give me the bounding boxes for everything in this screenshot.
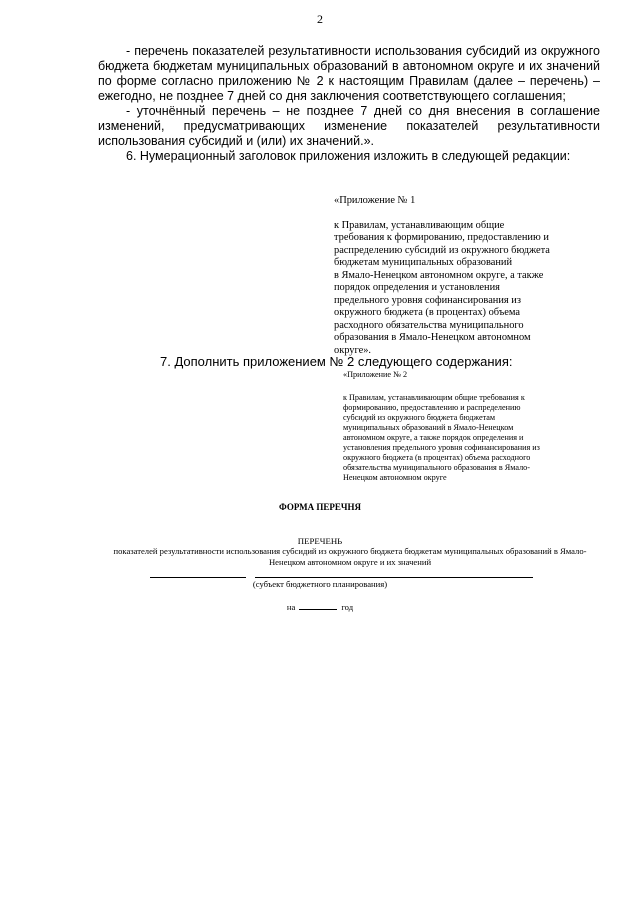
annex1-line: к Правилам, устанавливающим общие bbox=[334, 219, 505, 231]
annex1-line: в Ямало-Ненецком автономном округе, а также bbox=[334, 269, 544, 281]
annex1-line: распределению субсидий из окружного бюджета bbox=[334, 244, 550, 256]
annex1-line: предельного уровня софинансирования из bbox=[334, 294, 521, 306]
annex1-line: округе». bbox=[334, 344, 372, 356]
annex2-line: субсидий из окружного бюджета бюджетам bbox=[343, 413, 496, 422]
list-title: ПЕРЕЧЕНЬ bbox=[297, 536, 343, 546]
annex1-line: порядок определения и установления bbox=[334, 282, 500, 293]
paragraph-list-item: - перечень показателей результативности использования субсидий из окружного бюджета бюджетам муниципальных образований в автономном округе и их значений по форме согласно приложению № 2 к настоящим Правилам (далее – перечень) – ежегодно, не позднее 7 дней со дня заключения соответствующего соглашения; bbox=[98, 44, 600, 103]
body-text bbox=[98, 44, 600, 164]
annex2-line: к Правилам, устанавливающим общие требования к bbox=[343, 393, 525, 402]
year-line bbox=[0, 601, 640, 612]
annex1-line: бюджетам муниципальных образований bbox=[334, 257, 513, 268]
year-prefix: на bbox=[286, 602, 296, 612]
annex2-line: обязательства муниципального образования в Ямало- bbox=[343, 463, 530, 472]
year-suffix: год bbox=[341, 602, 354, 612]
annex2-line: формированию, предоставлению и распределению bbox=[343, 403, 521, 412]
annex2-line: установления предельного уровня софинансирования из bbox=[343, 443, 540, 452]
annex2-line: муниципальных образований в Ямало-Ненецком bbox=[343, 423, 514, 432]
paragraph-refined-list: - уточнённый перечень – не позднее 7 дней со дня внесения в соглашение изменений, предусматривающих изменение показателей результативности использования субсидий и (или) их значений.». bbox=[98, 104, 600, 148]
form-heading: ФОРМА ПЕРЕЧНЯ bbox=[278, 502, 362, 512]
annex1-title: «Приложение № 1 bbox=[334, 195, 416, 206]
annex1-block bbox=[334, 195, 609, 357]
annex1-line: окружного бюджета (в процентах) объема bbox=[334, 307, 520, 318]
annex1-line: образования в Ямало-Ненецком автономном bbox=[334, 332, 531, 343]
paragraph-item-6: 6. Нумерационный заголовок приложения изложить в следующей редакции: bbox=[126, 149, 571, 163]
annex1-line: требования к формированию, предоставлению и bbox=[334, 232, 549, 243]
list-subtitle: показателей результативности использования субсидий из окружного бюджета бюджетам муниципальных образований в Ямало-Ненецком автономном округе и их значений bbox=[113, 546, 587, 567]
annex1-line: расходного обязательства муниципального bbox=[334, 319, 524, 331]
annex2-line: окружного бюджета (в процентах) объема расходного bbox=[343, 453, 531, 462]
annex2-line: автономном округе, а также порядок определения и bbox=[343, 433, 524, 442]
subject-underline-right bbox=[255, 577, 533, 578]
subject-underline-left bbox=[150, 577, 246, 578]
annex2-line: Ненецком автономном округе bbox=[343, 473, 447, 482]
annex2-title: «Приложение № 2 bbox=[343, 370, 408, 379]
page-number: 2 bbox=[317, 12, 323, 26]
item-7-text: 7. Дополнить приложением № 2 следующего содержания: bbox=[160, 354, 513, 369]
subject-caption: (субъект бюджетного планирования) bbox=[252, 579, 388, 589]
year-blank-field bbox=[299, 601, 337, 610]
annex2-block bbox=[343, 370, 613, 483]
